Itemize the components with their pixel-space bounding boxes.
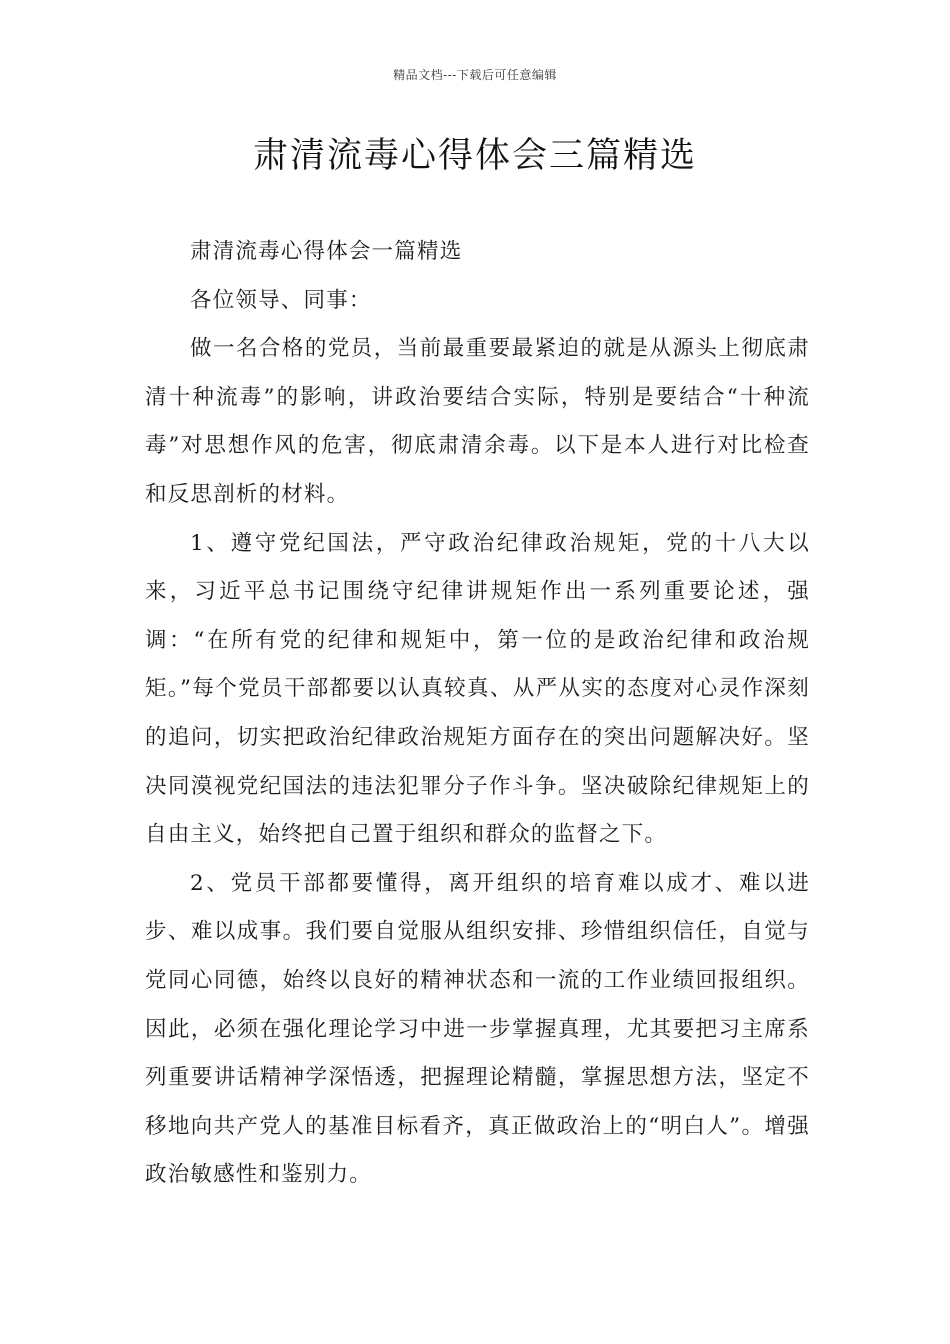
paragraph-point-1: 1、遵守党纪国法，严守政治纪律政治规矩，党的十八大以来，习近平总书记围绕守纪律讲规矩作出一系列重要论述，强调：“在所有党的纪律和规矩中，第一位的是政治纪律和政治规矩。”每个党员干部都要以认真较真、从严从实的态度对心灵作深刻的追问，切实把政治纪律政治规矩方面存在的突出问题解决好。坚决同漠视党纪国法的违法犯罪分子作斗争。坚决破除纪律规矩上的自由主义，始终把自己置于组织和群众的监督之下。	[145, 530, 810, 848]
document-title: 肃清流毒心得体会三篇精选	[252, 136, 697, 176]
paragraph-intro: 做一名合格的党员，当前最重要最紧迫的就是从源头上彻底肃清十种流毒”的影响，讲政治要结合实际，特别是要结合“十种流毒”对思想作风的危害，彻底肃清余毒。以下是本人进行对比检查和反思剖析的材料。	[145, 336, 810, 507]
paragraph-point-2: 2、党员干部都要懂得，离开组织的培育难以成才、难以进步、难以成事。我们要自觉服从组织安排、珍惜组织信任，自觉与党同心同德，始终以良好的精神状态和一流的工作业绩回报组织。因此，必须在强化理论学习中进一步掌握真理，尤其要把习主席系列重要讲话精神学深悟透，把握理论精髓，掌握思想方法，坚定不移地向共产党人的基准目标看齐，真正做政治上的“明白人”。增强政治敏感性和鉴别力。	[145, 870, 810, 1188]
salutation: 各位领导、同事：	[190, 287, 372, 313]
section-heading: 肃清流毒心得体会一篇精选	[190, 239, 463, 264]
document-body	[145, 228, 810, 1200]
header-note: 精品文档---下载后可任意编辑	[393, 68, 557, 82]
